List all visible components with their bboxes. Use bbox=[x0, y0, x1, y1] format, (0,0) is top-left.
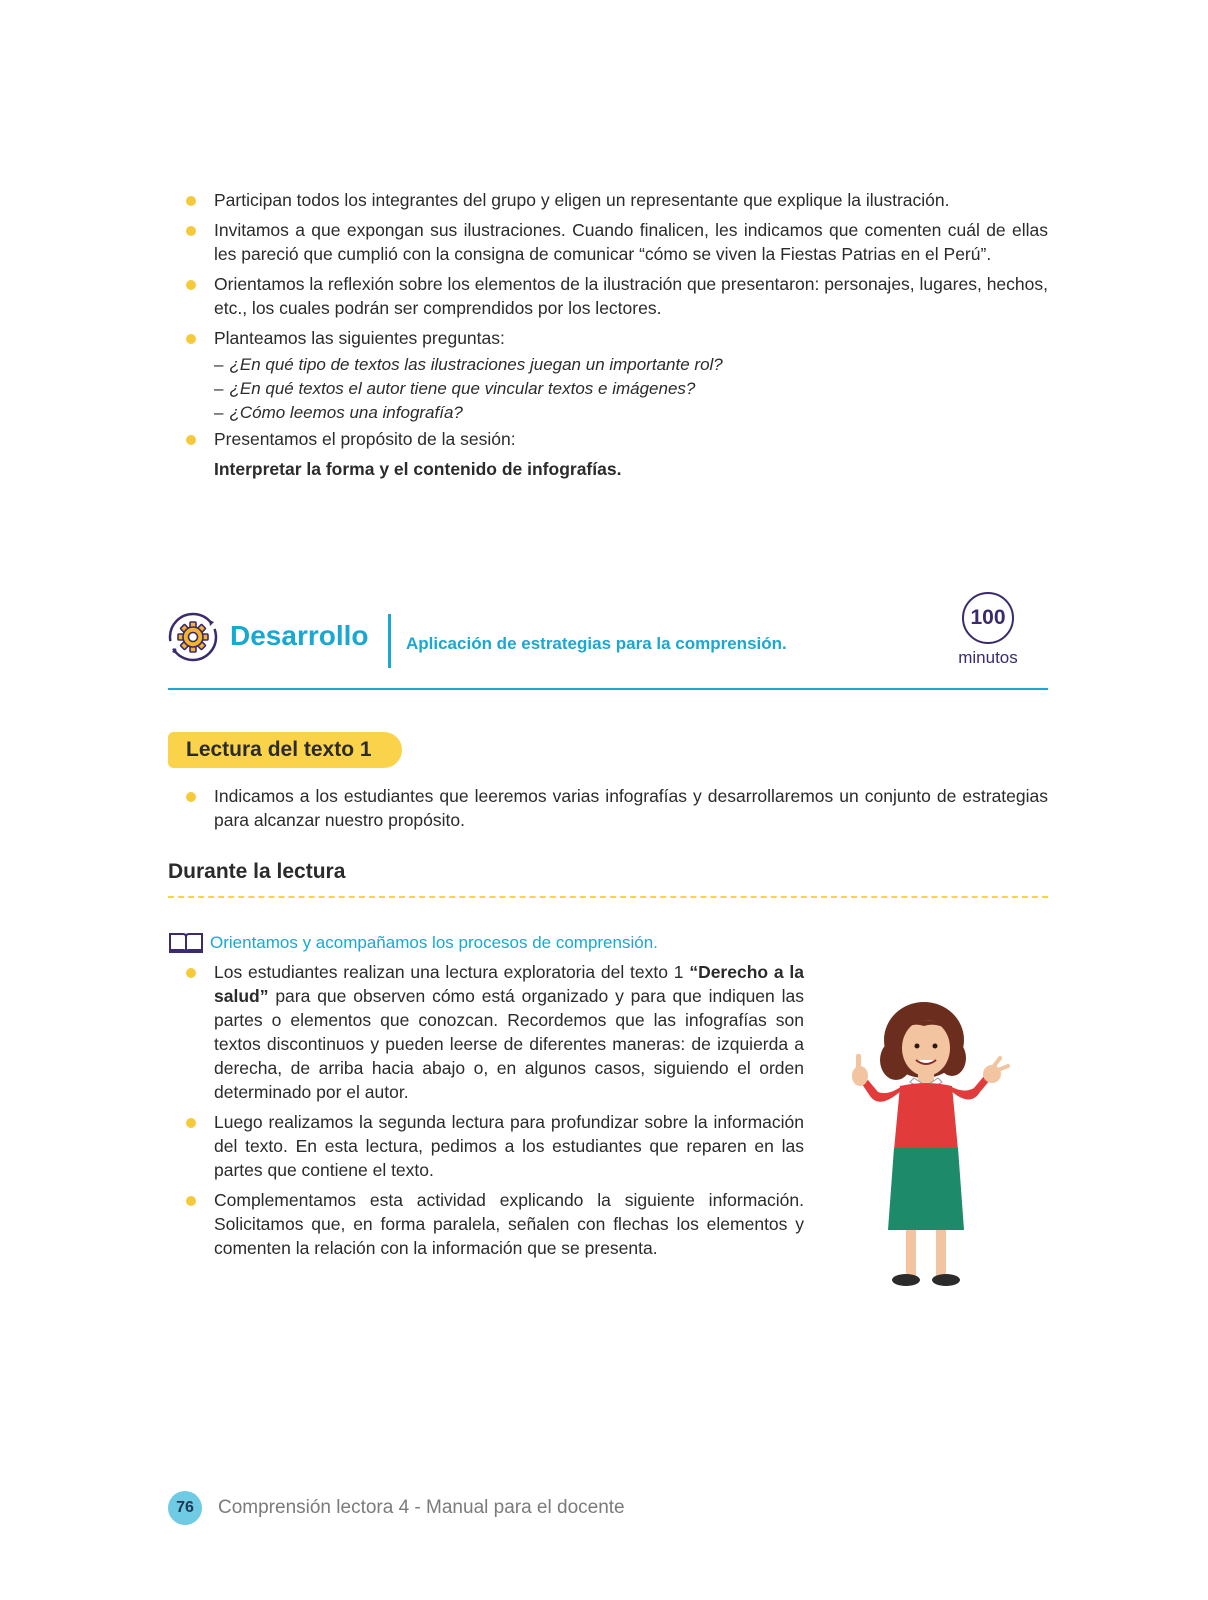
list-item: Los estudiantes realizan una lectura exploratoria del texto 1 “Derecho a la salud” para que observen cómo está organizado y para que indiquen las partes o elementos que conozcan. Recordemos que las infografías son textos discontinuos y pueden leerse de diferentes maneras: de izquierda a derecha, de arriba hacia abajo o, en algunos casos, siguiendo el orden determinado por el autor. bbox=[168, 960, 804, 1104]
list-item: Indicamos a los estudiantes que leeremos varias infografías y desarrollaremos un conjunto de estrategias para alcanzar nuestro propósito. bbox=[168, 784, 1048, 832]
timer-badge bbox=[946, 592, 1030, 668]
reading-list bbox=[168, 960, 804, 1260]
list-item: Presentamos el propósito de la sesión: Interpretar la forma y el contenido de infografías. bbox=[168, 427, 1048, 481]
reading-intro-list bbox=[168, 784, 1048, 832]
development-header bbox=[168, 592, 1048, 702]
bullet-icon bbox=[186, 334, 196, 344]
questions-list bbox=[214, 353, 1048, 425]
section-title: Durante la lectura bbox=[168, 860, 346, 883]
page-number: 76 bbox=[168, 1491, 202, 1525]
list-item: Participan todos los integrantes del grupo y eligen un representante que explique la ilustración. bbox=[168, 188, 1048, 212]
dashed-divider bbox=[168, 896, 1048, 898]
list-item: Complementamos esta actividad explicando la siguiente información. Solicitamos que, en forma paralela, señalen con flechas los elementos y comenten la relación con la información que se presenta. bbox=[168, 1188, 804, 1260]
book-icon bbox=[168, 931, 204, 955]
reading-tag: Lectura del texto 1 bbox=[168, 732, 402, 768]
intro-list bbox=[168, 188, 1048, 481]
timer-unit: minutos bbox=[958, 648, 1018, 667]
header-divider bbox=[388, 614, 391, 668]
guide-line bbox=[168, 930, 658, 956]
list-item: Planteamos las siguientes preguntas: – ¿En qué tipo de textos las ilustraciones juegan un importante rol? – ¿En qué textos el autor tiene que vincular textos e imágenes? – ¿Cómo leemos una infografía? bbox=[168, 326, 1048, 425]
bullet-icon bbox=[186, 968, 196, 978]
teacher-illustration bbox=[844, 1000, 1014, 1310]
text-title: “Derecho a la salud” bbox=[214, 962, 804, 1006]
guide-text: Orientamos y acompañamos los procesos de comprensión. bbox=[210, 933, 658, 952]
bullet-icon bbox=[186, 435, 196, 445]
list-item: Orientamos la reflexión sobre los elementos de la ilustración que presentaron: personajes, lugares, hechos, etc., los cuales podrán ser comprendidos por los lectores. bbox=[168, 272, 1048, 320]
development-subtitle: Aplicación de estrategias para la comprensión. bbox=[406, 634, 787, 653]
bullet-icon bbox=[186, 1118, 196, 1128]
gear-icon bbox=[168, 612, 218, 662]
bullet-icon bbox=[186, 196, 196, 206]
page-footer bbox=[168, 1490, 625, 1526]
session-purpose: Interpretar la forma y el contenido de infografías. bbox=[214, 459, 622, 479]
bullet-icon bbox=[186, 792, 196, 802]
development-title: Desarrollo bbox=[230, 620, 369, 651]
list-item: Invitamos a que expongan sus ilustraciones. Cuando finalicen, les indicamos que comenten cuál de ellas les pareció que cumplió con la consigna de comunicar “cómo se viven la Fiestas Patrias en el Perú”. bbox=[168, 218, 1048, 266]
bullet-icon bbox=[186, 226, 196, 236]
bullet-icon bbox=[186, 280, 196, 290]
timer-value: 100 bbox=[970, 606, 1006, 629]
timer-icon bbox=[962, 592, 1014, 644]
question-item: – ¿En qué textos el autor tiene que vincular textos e imágenes? bbox=[214, 379, 696, 398]
divider bbox=[168, 688, 1048, 690]
footer-title: Comprensión lectora 4 - Manual para el docente bbox=[218, 1497, 625, 1518]
question-item: – ¿Cómo leemos una infografía? bbox=[214, 403, 463, 422]
list-item: Luego realizamos la segunda lectura para profundizar sobre la información del texto. En esta lectura, pedimos a los estudiantes que reparen en las partes que contiene el texto. bbox=[168, 1110, 804, 1182]
question-item: – ¿En qué tipo de textos las ilustraciones juegan un importante rol? bbox=[214, 355, 723, 374]
bullet-icon bbox=[186, 1196, 196, 1206]
